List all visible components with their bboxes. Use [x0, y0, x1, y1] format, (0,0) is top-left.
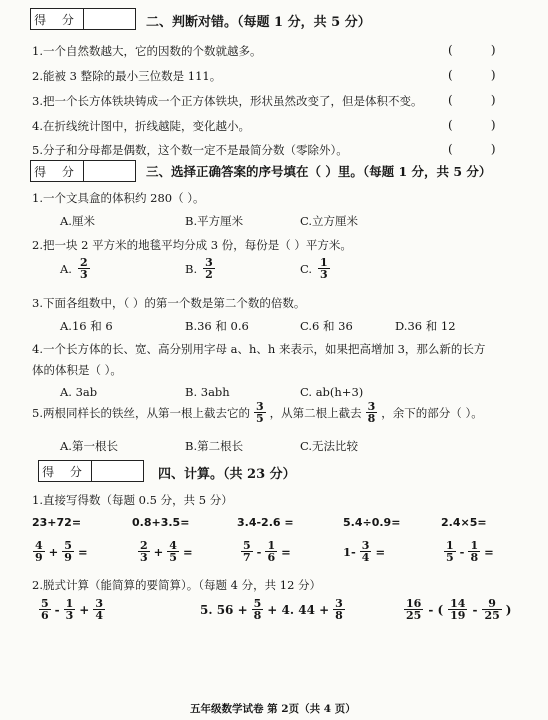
fraction	[265, 540, 277, 563]
numerator: 14	[450, 597, 466, 610]
numerator: 5	[243, 539, 251, 552]
operator: +	[153, 544, 164, 559]
section4-title: 四、计算。（共 23 分）	[158, 467, 296, 482]
s3-q3-opt-d[interactable]: D.36 和 12	[395, 319, 456, 333]
score-blank[interactable]	[92, 461, 143, 481]
s3-q5-opt-c[interactable]: C.无法比较	[300, 439, 359, 453]
s3-q4-opt-c[interactable]: C. ab(h+3)	[300, 385, 364, 399]
numerator: 9	[488, 597, 496, 610]
fraction	[448, 598, 467, 621]
numerator: 3	[255, 400, 264, 413]
denominator: 5	[255, 412, 264, 425]
fraction	[64, 598, 76, 621]
page-footer: 五年级数学试卷 第 2页（共 4 页）	[190, 703, 356, 715]
term: )	[505, 602, 512, 617]
term: 5. 56 +	[200, 602, 248, 617]
calc-2-2[interactable]	[137, 540, 193, 563]
s3-q5-opt-a[interactable]: A.第一根长	[60, 439, 118, 453]
numerator: 5	[41, 597, 49, 610]
s3-q4-line2: 体的体积是（ ）。	[32, 363, 122, 377]
s2-answer-2[interactable]: ( )	[448, 68, 496, 82]
s3-q3: 3.下面各组数中，（ ）的第一个数是第二个数的倍数。	[32, 296, 306, 310]
s3-q3-opt-c[interactable]: C.6 和 36	[300, 319, 353, 333]
denominator: 5	[446, 551, 454, 564]
s3-q3-opt-a[interactable]: A.16 和 6	[60, 319, 113, 333]
s4-sub2: 2.脱式计算（能简算的要简算）。（每题 4 分，共 12 分）	[32, 578, 322, 592]
calc-2-4[interactable]	[343, 540, 385, 563]
numerator: 1	[470, 539, 479, 552]
s3-q4-line1: 4.一个长方体的长、宽、高分别用字母 a、h、h 来表示，如果把高增加 3，那么新的长方	[32, 342, 486, 356]
operator: -	[472, 602, 478, 617]
equals: =	[484, 544, 494, 559]
fraction	[366, 401, 378, 424]
q5-text-b: ，从第二根上截去	[269, 405, 362, 420]
denominator: 25	[406, 609, 422, 622]
denominator: 3	[320, 268, 328, 281]
numerator: 2	[79, 256, 88, 269]
score-label: 得 分	[31, 9, 84, 29]
expr-2[interactable]	[200, 598, 346, 621]
fraction	[318, 257, 330, 280]
s3-q4-opt-b[interactable]: B. 3abh	[185, 385, 230, 399]
numerator: 4	[169, 539, 177, 552]
equals: =	[375, 544, 386, 559]
calc-1-5[interactable]: 2.4×5=	[441, 516, 487, 529]
expr-1[interactable]	[38, 598, 106, 621]
denominator: 4	[361, 551, 370, 564]
fraction	[468, 540, 480, 563]
s2-answer-3[interactable]: ( )	[448, 93, 496, 107]
s3-q5-opt-b[interactable]: B.第二根长	[185, 439, 244, 453]
calc-1-2[interactable]: 0.8+3.5=	[132, 516, 190, 529]
denominator: 7	[243, 551, 251, 564]
calc-2-5[interactable]	[443, 540, 494, 563]
s2-answer-5[interactable]: ( )	[448, 142, 496, 156]
fraction	[39, 598, 51, 621]
fraction	[333, 598, 345, 621]
s2-answer-4[interactable]: ( )	[448, 118, 496, 132]
numerator: 1	[446, 539, 454, 552]
fraction	[252, 598, 264, 621]
denominator: 9	[64, 551, 72, 564]
s3-q2-opt-b[interactable]	[185, 257, 216, 280]
denominator: 19	[450, 609, 466, 622]
denominator: 8	[253, 609, 262, 622]
denominator: 6	[267, 551, 276, 564]
fraction	[93, 598, 105, 621]
denominator: 5	[169, 551, 177, 564]
operator: +	[79, 602, 90, 617]
fraction	[33, 540, 45, 563]
numerator: 2	[140, 539, 148, 552]
s3-q2-opt-c[interactable]	[300, 257, 331, 280]
section3-title: 三、选择正确答案的序号填在（ ）里。（每题 1 分，共 5 分）	[146, 164, 492, 179]
fraction	[167, 540, 179, 563]
opt-prefix: A.	[60, 261, 72, 276]
s2-answer-1[interactable]: ( )	[448, 43, 496, 57]
fraction	[241, 540, 253, 563]
s2-item-2: 2.能被 3 整除的最小三位数是 111。	[32, 69, 222, 83]
numerator: 3	[361, 539, 370, 552]
score-label: 得 分	[31, 161, 84, 181]
operator: +	[48, 544, 59, 559]
numerator: 3	[95, 597, 104, 610]
term: - (	[428, 602, 444, 617]
denominator: 2	[205, 268, 213, 281]
s3-q4-opt-a[interactable]: A. 3ab	[60, 385, 98, 399]
score-blank[interactable]	[84, 161, 135, 181]
numerator: 3	[205, 256, 213, 269]
fraction	[254, 401, 266, 424]
denominator: 8	[335, 609, 343, 622]
score-box-s2	[30, 8, 136, 30]
s3-q2-opt-a[interactable]	[60, 257, 91, 280]
score-box-s3	[30, 160, 136, 182]
s2-item-3: 3.把一个长方体铁块铸成一个正方体铁块，形状虽然改变了，但是体积不变。	[32, 94, 423, 108]
score-blank[interactable]	[84, 9, 135, 29]
fraction	[482, 598, 501, 621]
operator: -	[54, 602, 60, 617]
equals: =	[77, 544, 88, 559]
denominator: 9	[35, 551, 43, 564]
denominator: 3	[140, 551, 148, 564]
s3-q2: 2.把一块 2 平方米的地毯平均分成 3 份，每份是（ ）平方米。	[32, 238, 352, 252]
fraction	[203, 257, 215, 280]
denominator: 8	[470, 551, 479, 564]
denominator: 6	[41, 609, 49, 622]
opt-prefix: B.	[185, 261, 198, 276]
calc-1-4[interactable]: 5.4÷0.9=	[343, 516, 401, 529]
numerator: 1	[320, 256, 328, 269]
numerator: 16	[406, 597, 422, 610]
fraction	[138, 540, 150, 563]
operator: -	[459, 544, 465, 559]
s2-item-5: 5.分子和分母都是偶数，这个数一定不是最简分数（零除外）。	[32, 143, 348, 157]
fraction	[360, 540, 372, 563]
equals: =	[281, 544, 291, 559]
s2-item-1: 1.一个自然数越大，它的因数的个数就越多。	[32, 44, 262, 58]
s3-q1-opt-c[interactable]: C.立方厘米	[300, 214, 359, 228]
calc-2-3[interactable]	[240, 540, 291, 563]
s3-q1: 1.一个文具盒的体积约 280（ ）。	[32, 191, 205, 205]
s4-sub1: 1.直接写得数（每题 0.5 分，共 5 分）	[32, 493, 233, 507]
numerator: 4	[35, 539, 43, 552]
calc-2-1[interactable]	[32, 540, 88, 563]
numerator: 5	[253, 597, 262, 610]
calc-1-3[interactable]: 3.4-2.6 =	[237, 516, 294, 529]
numerator: 5	[64, 539, 72, 552]
s3-q5	[32, 401, 483, 424]
denominator: 4	[95, 609, 104, 622]
q5-text-a: 5.两根同样长的铁丝，从第一根上截去它的	[32, 405, 250, 420]
s3-q1-opt-b[interactable]: B.平方厘米	[185, 214, 244, 228]
fraction	[62, 540, 74, 563]
term: + 4. 44 +	[267, 602, 330, 617]
calc-1-1[interactable]: 23+72=	[32, 516, 82, 529]
s3-q3-opt-b[interactable]: B.36 和 0.6	[185, 319, 249, 333]
numerator: 1	[267, 539, 276, 552]
numerator: 1	[65, 597, 74, 610]
score-label: 得 分	[39, 461, 92, 481]
expr-3[interactable]	[403, 598, 511, 621]
score-box-s4	[38, 460, 144, 482]
denominator: 3	[79, 268, 88, 281]
s2-item-4: 4.在折线统计图中，折线越陡，变化越小。	[32, 119, 250, 133]
denominator: 3	[65, 609, 74, 622]
numerator: 3	[367, 400, 376, 413]
equals: =	[182, 544, 193, 559]
denominator: 25	[484, 609, 500, 622]
minuend: 1-	[343, 544, 356, 559]
fraction	[78, 257, 90, 280]
fraction	[404, 598, 423, 621]
operator: -	[256, 544, 262, 559]
numerator: 3	[335, 597, 343, 610]
q5-text-c: ，余下的部分（ ）。	[381, 405, 483, 420]
section2-title: 二、判断对错。（每题 1 分，共 5 分）	[146, 15, 371, 30]
opt-prefix: C.	[300, 261, 313, 276]
s3-q1-opt-a[interactable]: A.厘米	[60, 214, 95, 228]
fraction	[444, 540, 456, 563]
denominator: 8	[367, 412, 376, 425]
